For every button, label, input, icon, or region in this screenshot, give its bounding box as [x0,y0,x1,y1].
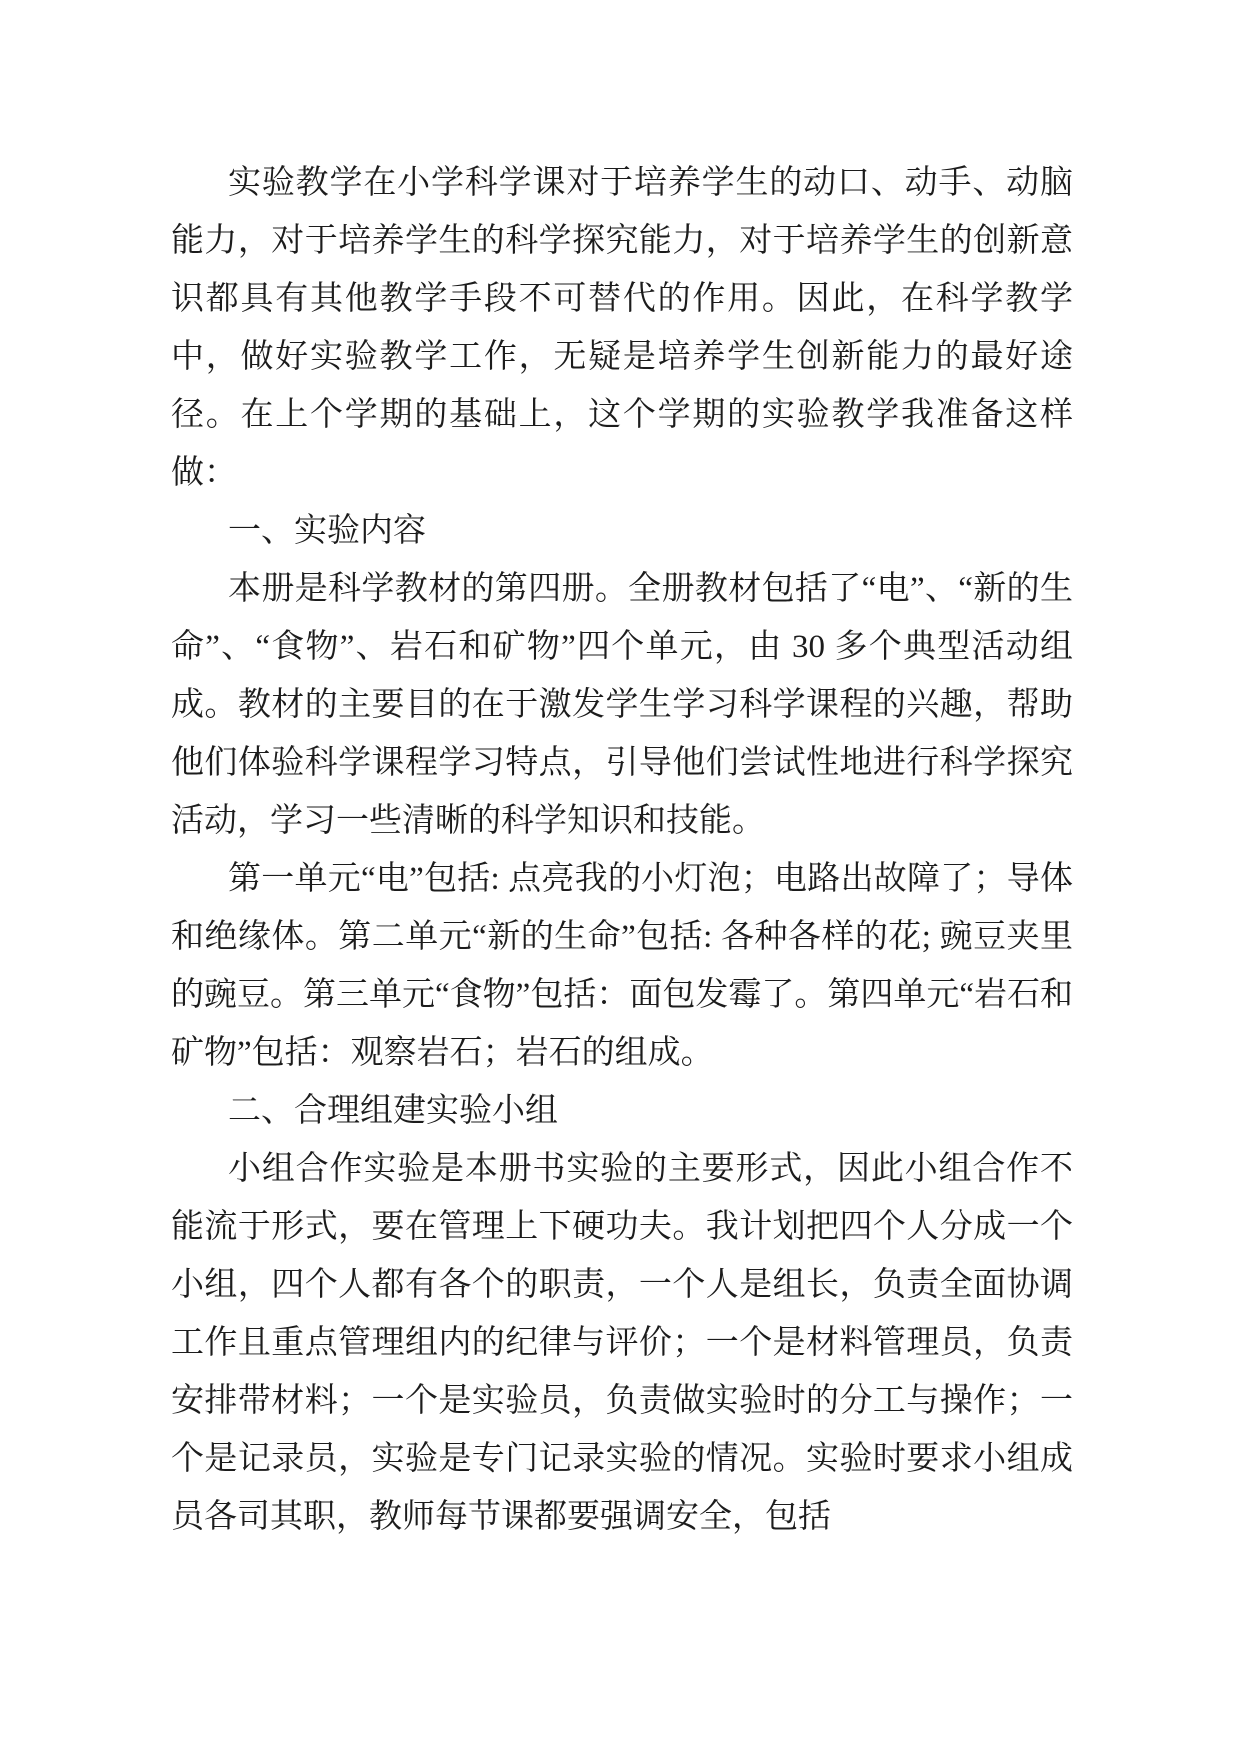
paragraph-unit-list: 第一单元“电”包括: 点亮我的小灯泡；电路出故障了；导体和绝缘体。第二单元“新的生命”包括: 各种各样的花; 豌豆夹里的豌豆。第三单元“食物”包括：面包发霉了。第四单元“岩石和矿物”包括：观察岩石；岩石的组成。 [171,861,1073,1071]
paragraph-intro: 实验教学在小学科学课对于培养学生的动口、动手、动脑能力，对于培养学生的科学探究能力，对于培养学生的创新意识都具有其他教学手段不可替代的作用。因此，在科学教学中，做好实验教学工作，无疑是培养学生创新能力的最好途径。在上个学期的基础上，这个学期的实验教学我准备这样做： [171,165,1073,491]
section-heading-2: 二、合理组建实验小组 [228,1093,558,1129]
document-text-block [171,154,1073,1546]
paragraph-group-plan: 小组合作实验是本册书实验的主要形式，因此小组合作不能流于形式，要在管理上下硬功夫。我计划把四个人分成一个小组，四个人都有各个的职责，一个人是组长，负责全面协调工作且重点管理组内的纪律与评价；一个是材料管理员，负责安排带材料；一个是实验员，负责做实验时的分工与操作；一个是记录员，实验是专门记录实验的情况。实验时要求小组成员各司其职，教师每节课都要强调安全，包括 [171,1151,1073,1535]
paragraph-textbook-overview: 本册是科学教材的第四册。全册教材包括了“电”、“新的生命”、“食物”、岩石和矿物”四个单元，由 30 多个典型活动组成。教材的主要目的在于激发学生学习科学课程的兴趣，帮助他们体验科学课程学习特点，引导他们尝试性地进行科学探究活动，学习一些清晰的科学知识和技能。 [171,571,1073,839]
section-heading-1: 一、实验内容 [228,513,426,549]
